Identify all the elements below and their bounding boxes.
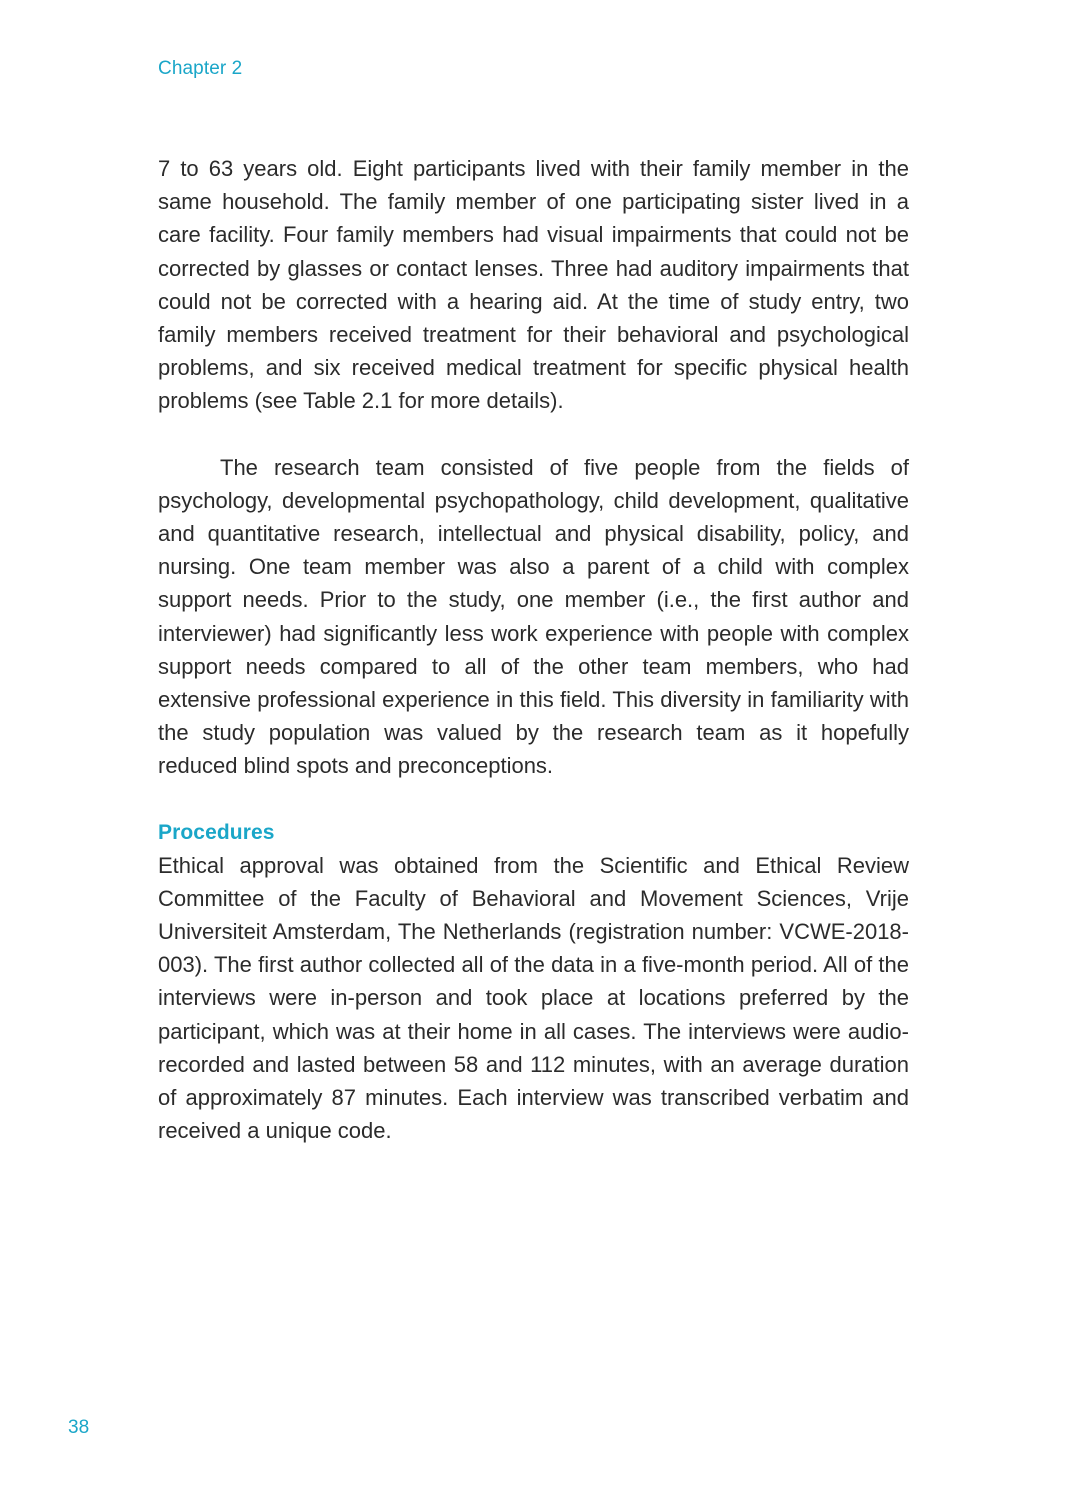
paragraph-spacer [158,783,909,816]
paragraph-participants: 7 to 63 years old. Eight participants lived with their family member in the same household. The family member of one participating sister lived in a care facility. Four family members had visual impairments that could not be corrected by glasses or contact lenses. Three had auditory impairments that could not be corrected with a hearing aid. At the time of study entry, two family members received treatment for their behavioral and psychological problems, and six received medical treatment for specific physical health problems (see Table 2.1 for more details). [158,156,909,414]
page-body [158,152,909,1147]
page-number: 38 [68,1417,90,1438]
running-header-chapter: Chapter 2 [158,58,243,79]
paragraph-spacer [158,418,909,451]
paragraph-procedures: Ethical approval was obtained from the Scientific and Ethical Review Committee of the Faculty of Behavioral and Movement Sciences, Vrije Universiteit Amsterdam, The Netherlands (registration number: VCWE-2018-003). The first author collected all of the data in a five-month period. All of the interviews were in-person and took place at locations preferred by the participant, which was at their home in all cases. The interviews were audio-recorded and lasted between 58 and 112 minutes, with an average duration of approximately 87 minutes. Each interview was transcribed verbatim and received a unique code. [158,852,909,1144]
section-heading-procedures: Procedures [158,820,275,844]
paragraph-research-team: The research team consisted of five people from the fields of psychology, developmental psychopathology, child development, qualitative and quantitative research, intellectual and physical disability, policy, and nursing. One team member was also a parent of a child with complex support needs. Prior to the study, one member (i.e., the first author and interviewer) had significantly less work experience with people with complex support needs compared to all of the other team members, who had extensive professional experience in this field. This diversity in familiarity with the study population was valued by the research team as it hopefully reduced blind spots and preconceptions. [158,454,909,779]
